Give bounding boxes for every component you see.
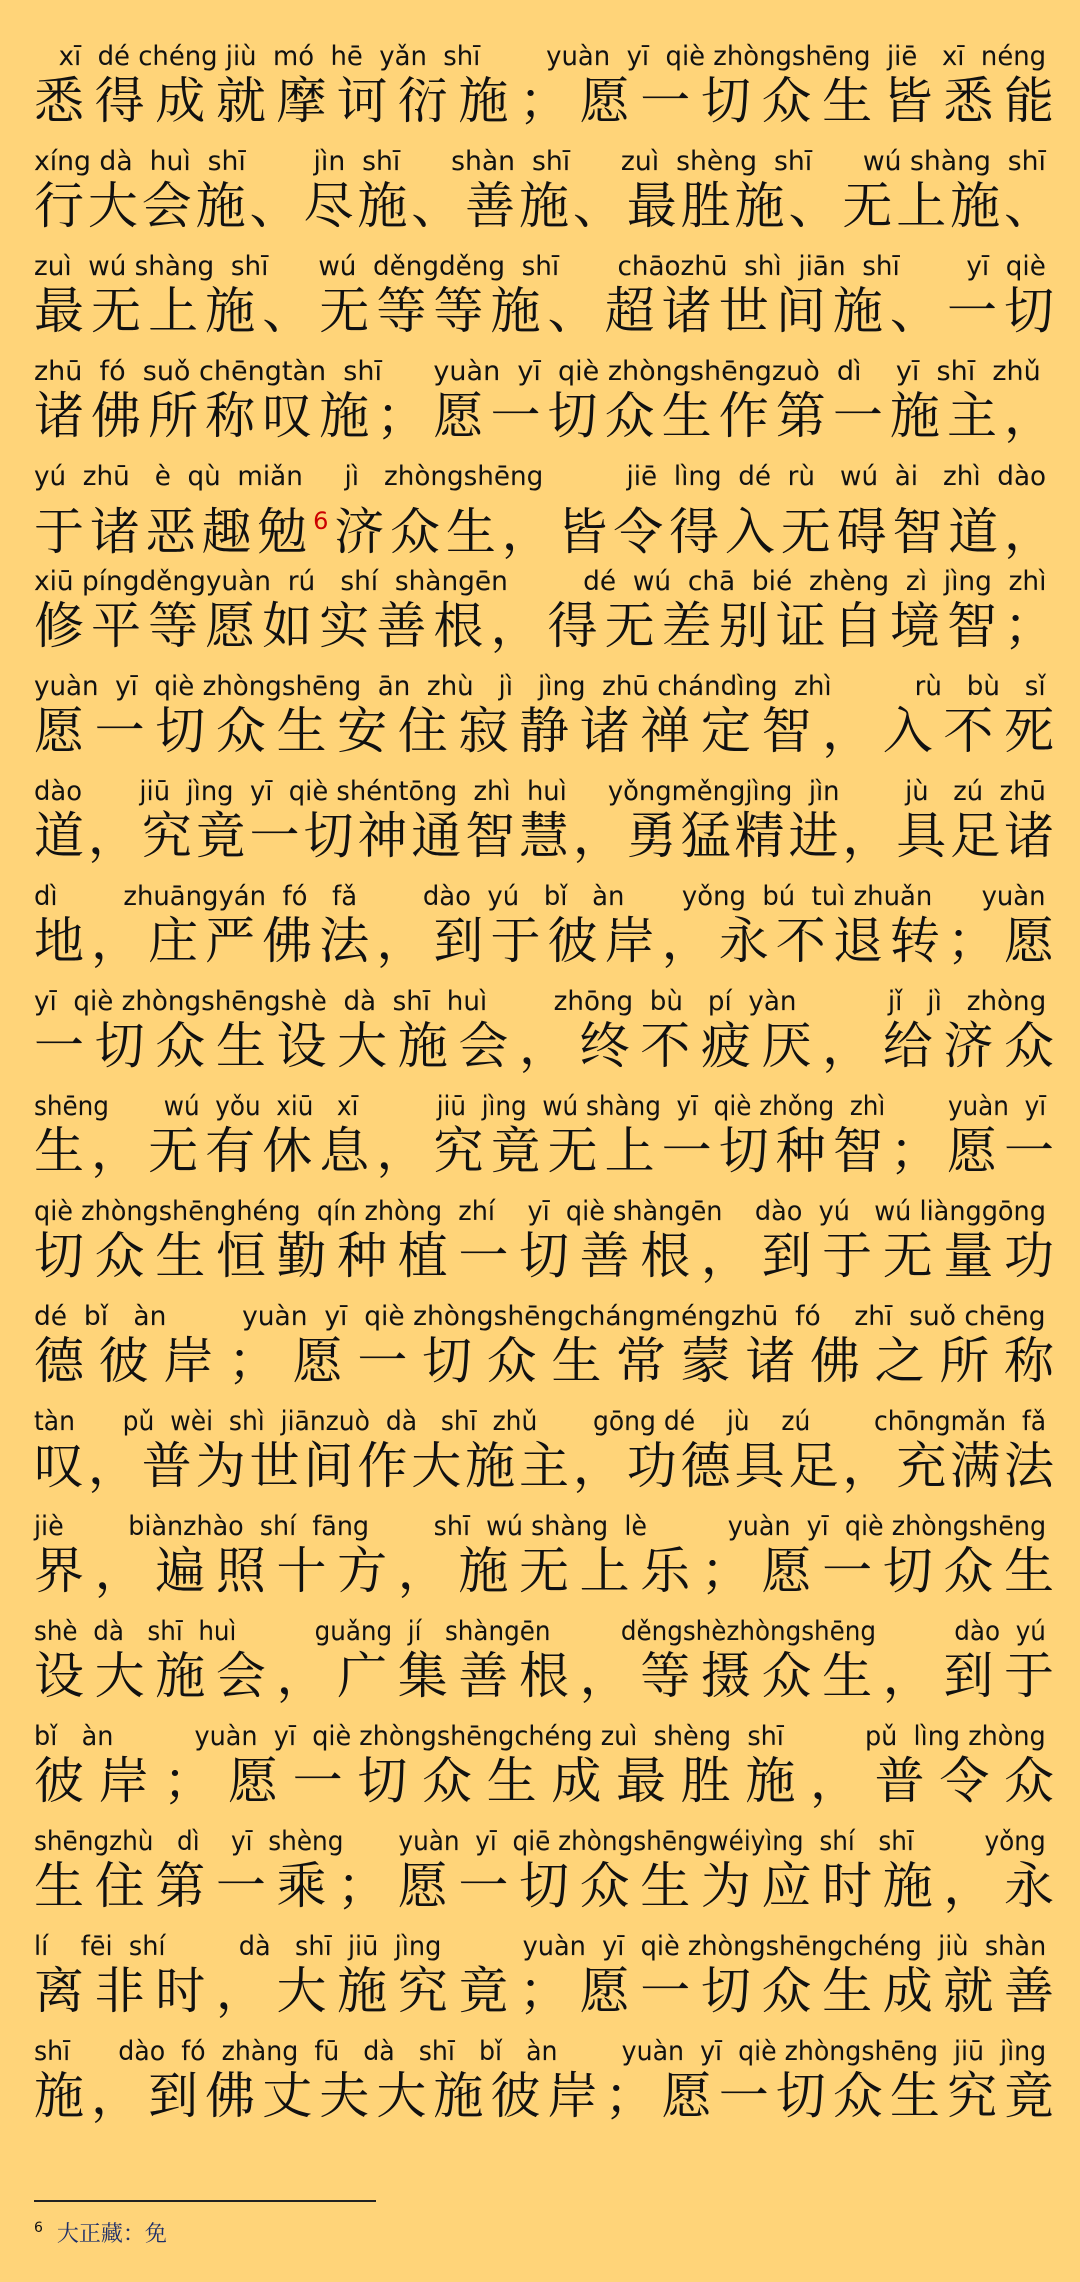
- text-line-3: [34, 240, 1054, 345]
- hanzi-row: 界，遍照十方，施无上乐；愿一切众生: [34, 1542, 1054, 1600]
- text-line-14: [34, 1395, 1054, 1500]
- text-line-2: [34, 135, 1054, 240]
- pinyin-row: jiè biànzhào shí fāng shī wú shàng lè yuàn yī qiè zhòngshēng: [34, 1511, 1047, 1542]
- pinyin-row: zhū fó suǒ chēngtàn shī yuàn yī qiè zhòngshēngzuò dì yī shī zhǔ: [34, 356, 1041, 387]
- pinyin-row: bǐ àn yuàn yī qiè zhòngshēngchéng zuì shèng shī pǔ lìng zhòng: [34, 1721, 1046, 1752]
- footnote-text: 大正藏：免: [56, 2222, 167, 2247]
- hanzi-row: 愿一切众生安住寂静诸禅定智，入不死: [34, 702, 1054, 760]
- footnote-number: 6: [34, 2220, 43, 2236]
- pinyin-row: qiè zhòngshēnghéng qín zhòng zhí yī qiè shàngēn dào yú wú liànggōng: [34, 1196, 1046, 1227]
- footnote: [34, 2214, 167, 2249]
- pinyin-row: tàn pǔ wèi shì jiānzuò dà shī zhǔ gōng dé jù zú chōngmǎn fǎ: [34, 1406, 1047, 1437]
- text-line-6: [34, 555, 1054, 660]
- pinyin-row: shēngzhù dì yī shèng yuàn yī qiē zhòngshēngwéiyìng shí shī yǒng: [34, 1826, 1046, 1857]
- text-line-10: [34, 975, 1054, 1080]
- pinyin-row: yuàn yī qiè zhòngshēng ān zhù jì jìng zhū chándìng zhì rù bù sǐ: [34, 671, 1046, 702]
- hanzi-row: 修平等愿如实善根，得无差别证自境智；: [34, 597, 1054, 655]
- footnote-divider: [34, 2200, 376, 2202]
- text-line-16: [34, 1605, 1054, 1710]
- pinyin-row: dé bǐ àn yuàn yī qiè zhòngshēngchángméngzhū fó zhī suǒ chēng: [34, 1301, 1046, 1332]
- hanzi-row: 德彼岸；愿一切众生常蒙诸佛之所称: [34, 1332, 1054, 1390]
- scripture-body: [34, 30, 1054, 2130]
- pinyin-row: shī dào fó zhàng fū dà shī bǐ àn yuàn yī qiè zhòngshēng jiū jìng: [34, 2036, 1047, 2067]
- text-line-9: [34, 870, 1054, 975]
- hanzi-row: 最无上施、无等等施、超诸世间施、一切: [34, 282, 1054, 340]
- hanzi-row: 离非时，大施究竟；愿一切众生成就善: [34, 1962, 1054, 2020]
- hanzi-row: 叹，普为世间作大施主，功德具足，充满法: [34, 1437, 1054, 1495]
- text-line-5: [34, 450, 1054, 561]
- footnote-marker[interactable]: 6: [313, 507, 329, 535]
- hanzi-segment: 济众生，皆令得入无碍智道，: [328, 503, 1054, 561]
- text-line-18: [34, 1815, 1054, 1920]
- hanzi-row: 行大会施、尽施、善施、最胜施、无上施、: [34, 177, 1054, 235]
- hanzi-row: 地，庄严佛法，到于彼岸，永不退转；愿: [34, 912, 1054, 970]
- text-line-7: [34, 660, 1054, 765]
- pinyin-row: zuì wú shàng shī wú děngděng shī chāozhū shì jiān shī yī qiè: [34, 251, 1046, 282]
- pinyin-row: yú zhū è qù miǎn jì zhòngshēng jiē lìng dé rù wú ài zhì dào: [34, 461, 1047, 492]
- hanzi-row: [34, 492, 1054, 561]
- pinyin-row: xī dé chéng jiù mó hē yǎn shī yuàn yī qiè zhòngshēng jiē xī néng: [34, 41, 1047, 72]
- text-line-8: [34, 765, 1054, 870]
- pinyin-row: dào jiū jìng yī qiè shéntōng zhì huì yǒngměngjìng jìn jù zú zhū: [34, 776, 1046, 807]
- text-line-15: [34, 1500, 1054, 1605]
- hanzi-row: 悉得成就摩诃衍施；愿一切众生皆悉能: [34, 72, 1054, 130]
- pinyin-row: dì zhuāngyán fó fǎ dào yú bǐ àn yǒng bú tuì zhuǎn yuàn: [34, 881, 1046, 912]
- text-line-1: [34, 30, 1054, 135]
- hanzi-row: 一切众生设大施会，终不疲厌，给济众: [34, 1017, 1054, 1075]
- text-line-19: [34, 1920, 1054, 2025]
- hanzi-row: 诸佛所称叹施；愿一切众生作第一施主，: [34, 387, 1054, 445]
- text-line-20: [34, 2025, 1054, 2130]
- pinyin-row: shēng wú yǒu xiū xī jiū jìng wú shàng yī qiè zhǒng zhì yuàn yī: [34, 1091, 1047, 1122]
- text-line-12: [34, 1185, 1054, 1290]
- hanzi-row: 生住第一乘；愿一切众生为应时施，永: [34, 1857, 1054, 1915]
- hanzi-segment: 于诸恶趣勉: [34, 503, 314, 561]
- hanzi-row: 设大施会，广集善根，等摄众生，到于: [34, 1647, 1054, 1705]
- text-line-4: [34, 345, 1054, 450]
- pinyin-row: shè dà shī huì guǎng jí shàngēn děngshèzhòngshēng dào yú: [34, 1616, 1046, 1647]
- hanzi-row: 彼岸；愿一切众生成最胜施，普令众: [34, 1752, 1054, 1810]
- pinyin-row: xíng dà huì shī jìn shī shàn shī zuì shèng shī wú shàng shī: [34, 146, 1046, 177]
- pinyin-row: yī qiè zhòngshēngshè dà shī huì zhōng bù pí yàn jǐ jì zhòng: [34, 986, 1047, 1017]
- hanzi-row: 施，到佛丈夫大施彼岸；愿一切众生究竟: [34, 2067, 1054, 2125]
- text-line-17: [34, 1710, 1054, 1815]
- text-line-11: [34, 1080, 1054, 1185]
- hanzi-row: 生，无有休息，究竟无上一切种智；愿一: [34, 1122, 1054, 1180]
- hanzi-row: 切众生恒勤种植一切善根，到于无量功: [34, 1227, 1054, 1285]
- pinyin-row: lí fēi shí dà shī jiū jìng yuàn yī qiè zhòngshēngchéng jiù shàn: [34, 1931, 1047, 1962]
- pinyin-row: xiū píngděngyuàn rú shí shàngēn dé wú chā bié zhèng zì jìng zhì: [34, 566, 1047, 597]
- text-line-13: [34, 1290, 1054, 1395]
- hanzi-row: 道，究竟一切神通智慧，勇猛精进，具足诸: [34, 807, 1054, 865]
